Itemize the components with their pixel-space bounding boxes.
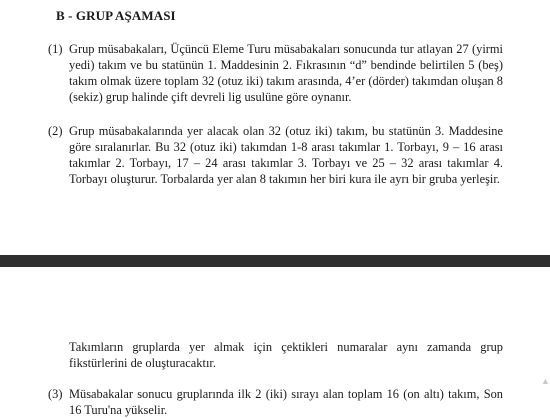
- page-lower-sheet: [0, 267, 550, 418]
- paragraph-number: (1): [48, 42, 63, 56]
- paragraph-number: (2): [48, 124, 63, 138]
- paragraph-text: Grup müsabakaları, Üçüncü Eleme Turu müsabakaları sonucunda tur atlayan 27 (yirmi yedi) takım ve bu statünün 1. Maddesinin 2. Fıkrasının “d” bendinde belirtilen 5 (beş) takım olmak üzere toplam 32 (otuz iki) takım arasında, 4’er (dörder) takımdan oluşan 8 (sekiz) grup halinde çift devreli lig usulüne göre oynanır.: [69, 42, 503, 104]
- paragraph-text: Takımların gruplarda yer almak için çektikleri numaralar aynı zamanda grup fikstürlerini de oluşturacaktır.: [69, 340, 503, 370]
- paragraph-number: (3): [48, 387, 63, 401]
- section-heading: B - GRUP AŞAMASI: [56, 8, 176, 23]
- scroll-edge-mark: ▲: [541, 376, 550, 386]
- page-break-divider: [0, 255, 550, 267]
- paragraph-text: Müsabakalar sonucu gruplarında ilk 2 (iki) sırayı alan toplam 16 (on altı) takım, Son 16 Turu'na yükselir.: [69, 387, 503, 417]
- paragraph-text: Grup müsabakalarında yer alacak olan 32 (otuz iki) takım, bu statünün 3. Maddesine göre sıralanırlar. Bu 32 (otuz iki) takımdan 1-8 arası takımlar 1. Torbayı, 9 – 16 arası takımlar 2. Torbayı, 17 – 24 arası takımlar 3. Torbayı ve 25 – 32 arası takımlar 4. Torbayı oluşturur. Torbalarda yer alan 8 takımın her biri kura ile ayrı bir gruba yerleşir.: [69, 124, 503, 186]
